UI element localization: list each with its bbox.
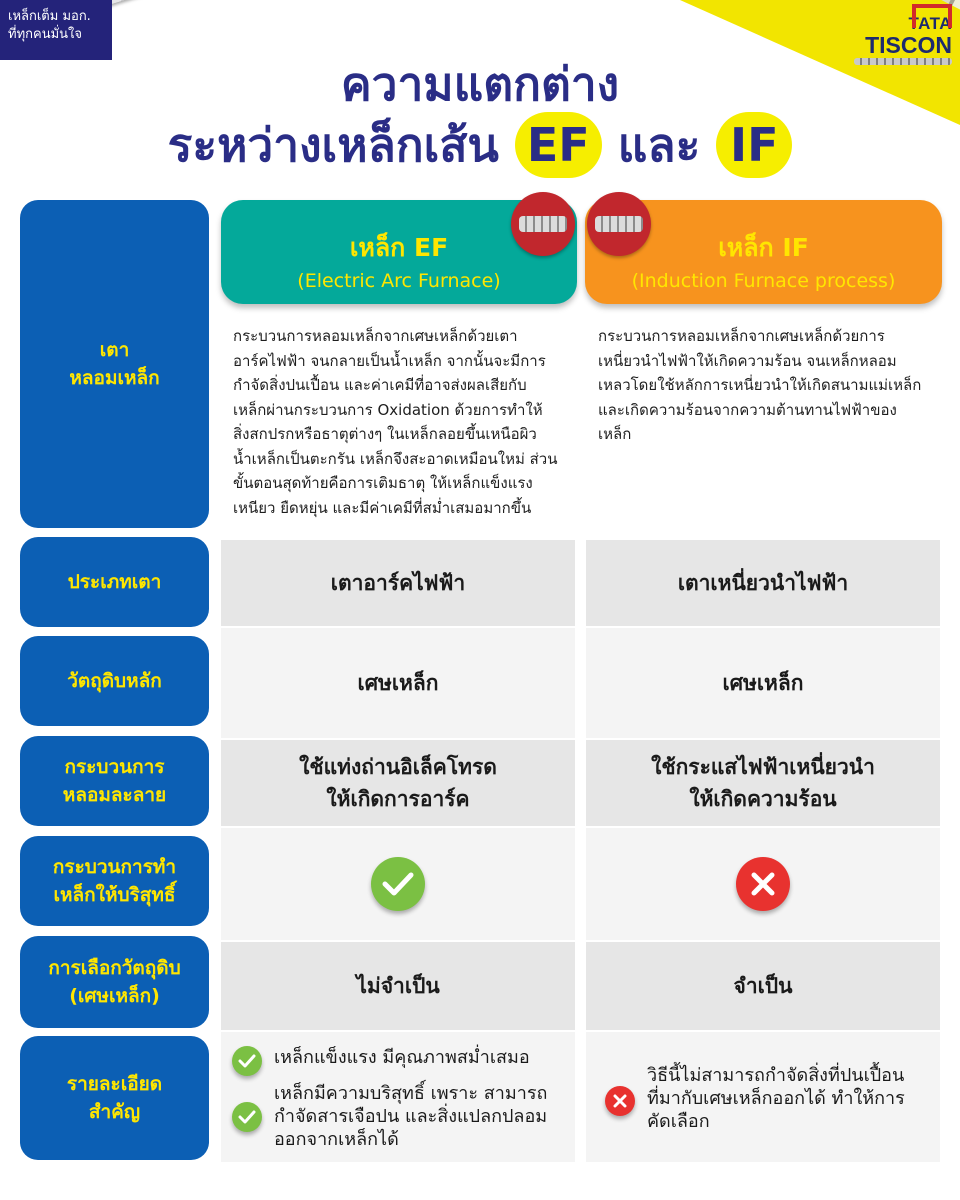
- row-label-details: [20, 1036, 209, 1160]
- text-line: สิ่งสกปรกหรือธาตุต่างๆ ในเหล็กลอยขึ้นเหนือผิว: [233, 425, 537, 443]
- ef-furnace-type: เตาอาร์คไฟฟ้า: [221, 540, 575, 626]
- text-line: ใช้แท่งถ่านอิเล็คโทรด: [299, 755, 497, 779]
- row-label-furnace: [20, 200, 209, 528]
- ef-detail-bullet: [232, 1046, 572, 1076]
- column-name-if: เหล็ก IF: [718, 233, 809, 262]
- row-label-raw-material: วัตถุดิบหลัก: [20, 636, 209, 726]
- text-line: เหล็กมีความบริสุทธิ์ เพราะ สามารถ: [274, 1083, 548, 1104]
- label-line: สำคัญ: [88, 1101, 141, 1123]
- if-melting-process: [586, 740, 940, 826]
- text-line: เหล็กผ่านกระบวนการ Oxidation ด้วยการทำให้: [233, 400, 543, 419]
- text-line: กระบวนการหลอมเหล็กจากเศษเหล็กด้วยการ: [598, 327, 885, 345]
- title-connector: และ: [617, 118, 701, 172]
- ef-melting-process: [221, 740, 575, 826]
- tagline-line-1: เหล็กเต็ม มอก.: [8, 9, 91, 24]
- row-label-furnace-type: ประเภทเตา: [20, 537, 209, 627]
- label-line: เหล็กให้บริสุทธิ์: [53, 884, 176, 906]
- cross-icon: [736, 857, 790, 911]
- label-line: กระบวนการ: [64, 756, 165, 778]
- text-line: ใช้กระแสไฟฟ้าเหนี่ยวนำ: [651, 755, 875, 779]
- column-header-ef: [221, 200, 577, 304]
- text-line: เหล็ก: [598, 425, 632, 443]
- label-line: รายละเอียด: [66, 1073, 163, 1095]
- title-prefix: ระหว่างเหล็กเส้น: [167, 118, 499, 172]
- text-line: เหล็กแข็งแรง มีคุณภาพสม่ำเสมอ: [274, 1047, 530, 1068]
- text-line: กระบวนการหลอมเหล็กจากเศษเหล็กด้วยเตา: [233, 327, 518, 345]
- row-label-purification: [20, 836, 209, 926]
- if-raw-material: เศษเหล็ก: [586, 628, 940, 738]
- text-line: ให้เกิดการอาร์ค: [326, 787, 470, 811]
- label-line: หลอมเหล็ก: [69, 367, 160, 389]
- label-line: เตา: [99, 339, 130, 361]
- text-line: ขั้นตอนสุดท้ายคือการเติมธาตุ ให้เหล็กแข็งแรง: [233, 474, 533, 492]
- text-line: กำจัดสารเจือปน และสิ่งแปลกปลอม: [274, 1106, 548, 1127]
- label-line: หลอมละลาย: [62, 784, 167, 806]
- label-line: การเลือกวัตถุดิบ: [48, 957, 181, 979]
- logo-tata: TATA: [908, 14, 952, 33]
- text-line: น้ำเหล็กเป็นตะกรัน เหล็กจึงสะอาดเหมือนใหม่ ส่วน: [233, 449, 558, 468]
- ef-purification: [221, 828, 575, 940]
- if-purification: [586, 828, 940, 940]
- ef-raw-material: เศษเหล็ก: [221, 628, 575, 738]
- tagline-line-2: ที่ทุกคนมั่นใจ: [8, 27, 83, 42]
- text-line: อาร์คไฟฟ้า จนกลายเป็นน้ำเหล็ก จากนั้นจะมีการ: [233, 351, 546, 370]
- column-subtitle-if: (Induction Furnace process): [631, 270, 896, 292]
- text-line: ออกจากเหล็กได้: [274, 1129, 399, 1150]
- check-icon: [371, 857, 425, 911]
- text-line: เหลวโดยใช้หลักการเหนี่ยวนำให้เกิดสนามแม่เหล็ก: [598, 376, 922, 394]
- text-line: และเกิดความร้อนจากความต้านทานไฟฟ้าของ: [598, 400, 897, 419]
- row-label-melting: [20, 736, 209, 826]
- if-detail-bullet: [605, 1064, 935, 1133]
- title-highlight-if: IF: [716, 112, 792, 178]
- if-furnace-description: [598, 324, 938, 447]
- cross-icon: [605, 1086, 635, 1116]
- column-header-if: [585, 200, 942, 304]
- label-line: กระบวนการทำ: [52, 856, 177, 878]
- column-name-ef: เหล็ก EF: [349, 233, 449, 262]
- page-title-line-2: [0, 112, 960, 178]
- column-subtitle-ef: (Electric Arc Furnace): [297, 270, 501, 292]
- text-line: เหนี่ยวนำไฟฟ้าให้เกิดความร้อน จนเหล็กหลอม: [598, 351, 897, 370]
- if-selection: จำเป็น: [586, 942, 940, 1030]
- check-icon: [232, 1046, 262, 1076]
- label-line: (เศษเหล็ก): [69, 985, 160, 1007]
- ef-rebar-badge-icon: [511, 192, 575, 256]
- text-line: ให้เกิดความร้อน: [689, 787, 837, 811]
- if-furnace-type: เตาเหนี่ยวนำไฟฟ้า: [586, 540, 940, 626]
- check-icon: [232, 1102, 262, 1132]
- if-rebar-badge-icon: [587, 192, 651, 256]
- text-line: วิธีนี้ไม่สามารถกำจัดสิ่งที่ปนเปื้อน: [647, 1065, 905, 1086]
- logo-tiscon: TISCON: [865, 32, 952, 58]
- text-line: ที่มากับเศษเหล็กออกได้ ทำให้การ: [647, 1088, 905, 1109]
- logo-mark-icon: [912, 4, 952, 28]
- ef-furnace-description: [233, 324, 573, 520]
- title-highlight-ef: EF: [515, 112, 602, 178]
- ef-detail-bullet: [232, 1082, 572, 1151]
- text-line: เหนียว ยืดหยุ่น และมีค่าเคมีที่สม่ำเสมอมากขึ้น: [233, 498, 532, 517]
- text-line: คัดเลือก: [647, 1111, 710, 1132]
- page-title-line-1: ความแตกต่าง: [340, 57, 620, 111]
- text-line: กำจัดสิ่งปนเปื้อน และค่าเคมีที่อาจส่งผลเสียกับ: [233, 376, 527, 394]
- ef-selection: ไม่จำเป็น: [221, 942, 575, 1030]
- row-label-selection: [20, 936, 209, 1028]
